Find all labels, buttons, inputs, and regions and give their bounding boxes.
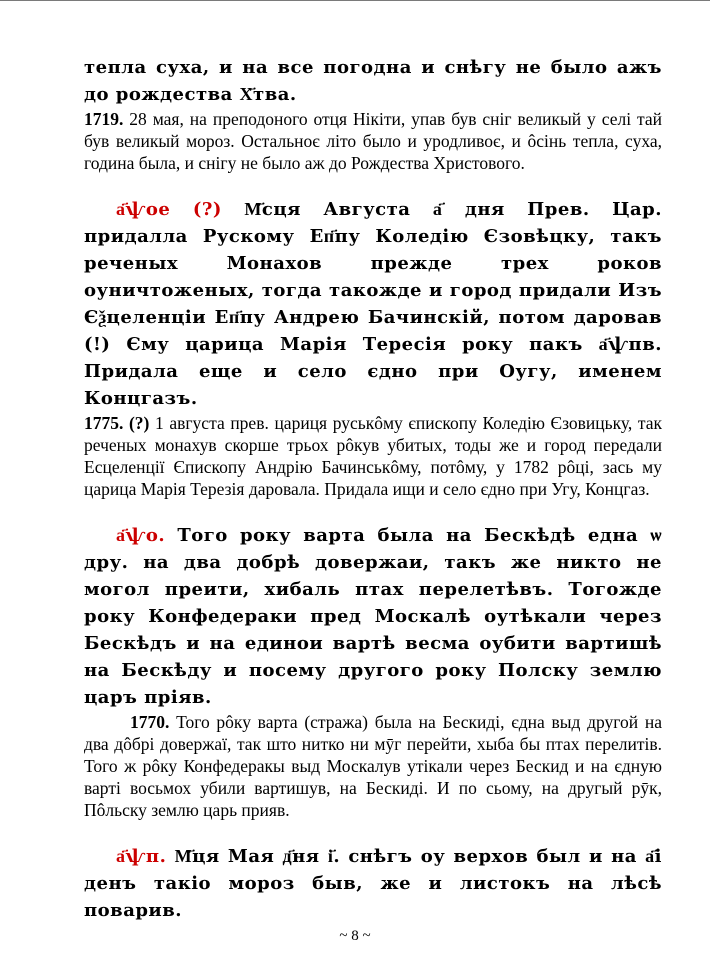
page-number: ~ 8 ~ <box>339 928 371 944</box>
modern-paragraph-1 <box>84 108 662 174</box>
church-slavonic-paragraph-4 <box>84 843 662 924</box>
modern-paragraph-3 <box>84 711 662 821</box>
year-1775: 1775. (?) <box>84 413 150 433</box>
year-1719: 1719. <box>84 109 124 129</box>
church-slavonic-paragraph-3 <box>84 522 662 711</box>
church-slavonic-text-2: М҃сця Августа а҃ дня Прев. Цар. придалла Рускому Еп҃пу Коледію Єзовѣцку, такъ реченых Монахов прежде трех роков оуничтоженых, тогда такожде и город придали Изъ Єѯцеленціи Еп҃пу Андрею Бачинскій, потом даровав (!) Єму царица Марія Тересія року пакъ а҃ѱпв. Придала еще и село єдно при Оугу, именем Концгазъ. <box>84 199 662 409</box>
top-border-line <box>0 0 710 1</box>
year-1770: 1770. <box>130 712 170 732</box>
modern-text-3: Того рôку варта (стража) была на Бескиді, єдна выд другой на два дôбрі довержаї, так што нитко ни мӯг перейти, хыба бы птах перелитів. Того ж рôку Конфедеракы выд Москалув утікали через Бескид и на єдную варті восьмох убили вартишув, на Бескиді. И по сьому, на другый рӯк, Пôльску землю царь прияв. <box>84 712 662 820</box>
church-slavonic-paragraph-1: тепла суха, и на все погодна и снѣгу не было ажъ до рождества Х҃тва. <box>84 57 662 105</box>
church-slavonic-paragraph-2 <box>84 196 662 412</box>
entry-marker-1780: а҃ѱп. <box>116 846 167 867</box>
church-slavonic-text-4: М҃ця Мая д҃ня і҃. снѣгъ оу верхов был и на а҃і денъ такіо мороз быв, же и листокъ на лѣсѣ поварив. <box>84 846 662 921</box>
church-slavonic-text-3: Того року варта была на Бескѣдѣ една ѡ дру. на два добрѣ довержаи, такъ же никто не могол преити, хибаль птах перелетѣвъ. Тогожде року Конфедераки пред Москалѣ оутѣкали через Бескѣдъ и на единои вартѣ весма оубити вартишѣ на Бескѣду и посему другого року Полску землю царъ пріяв. <box>84 525 662 708</box>
page-content <box>84 54 662 924</box>
entry-marker-1775: а҃ѱое (?) <box>116 199 222 220</box>
entry-marker-1770: а҃ѱо. <box>116 525 166 546</box>
modern-text-2: 1 августа прев. цариця руськôму єпископу Коледію Єзовицьку, так реченых монахув скорше трьох рôкув убитых, тоды же и город передали Есцеленції Єпископу Андрію Бачинськôму, потôму, у 1782 рôці, зась му царица Марія Терезія даровала. Придала ищи и село єдно при Угу, Концгаз. <box>84 413 662 499</box>
modern-paragraph-2 <box>84 412 662 500</box>
modern-text-1: 28 мая, на преподоного отця Нікіти, упав був сніг великый у селі тай був великый мороз. Остальноє літо было и уродливоє, и ôсінь тепла, суха, година была, и снігу не было аж до Рождества Христового. <box>84 109 662 173</box>
